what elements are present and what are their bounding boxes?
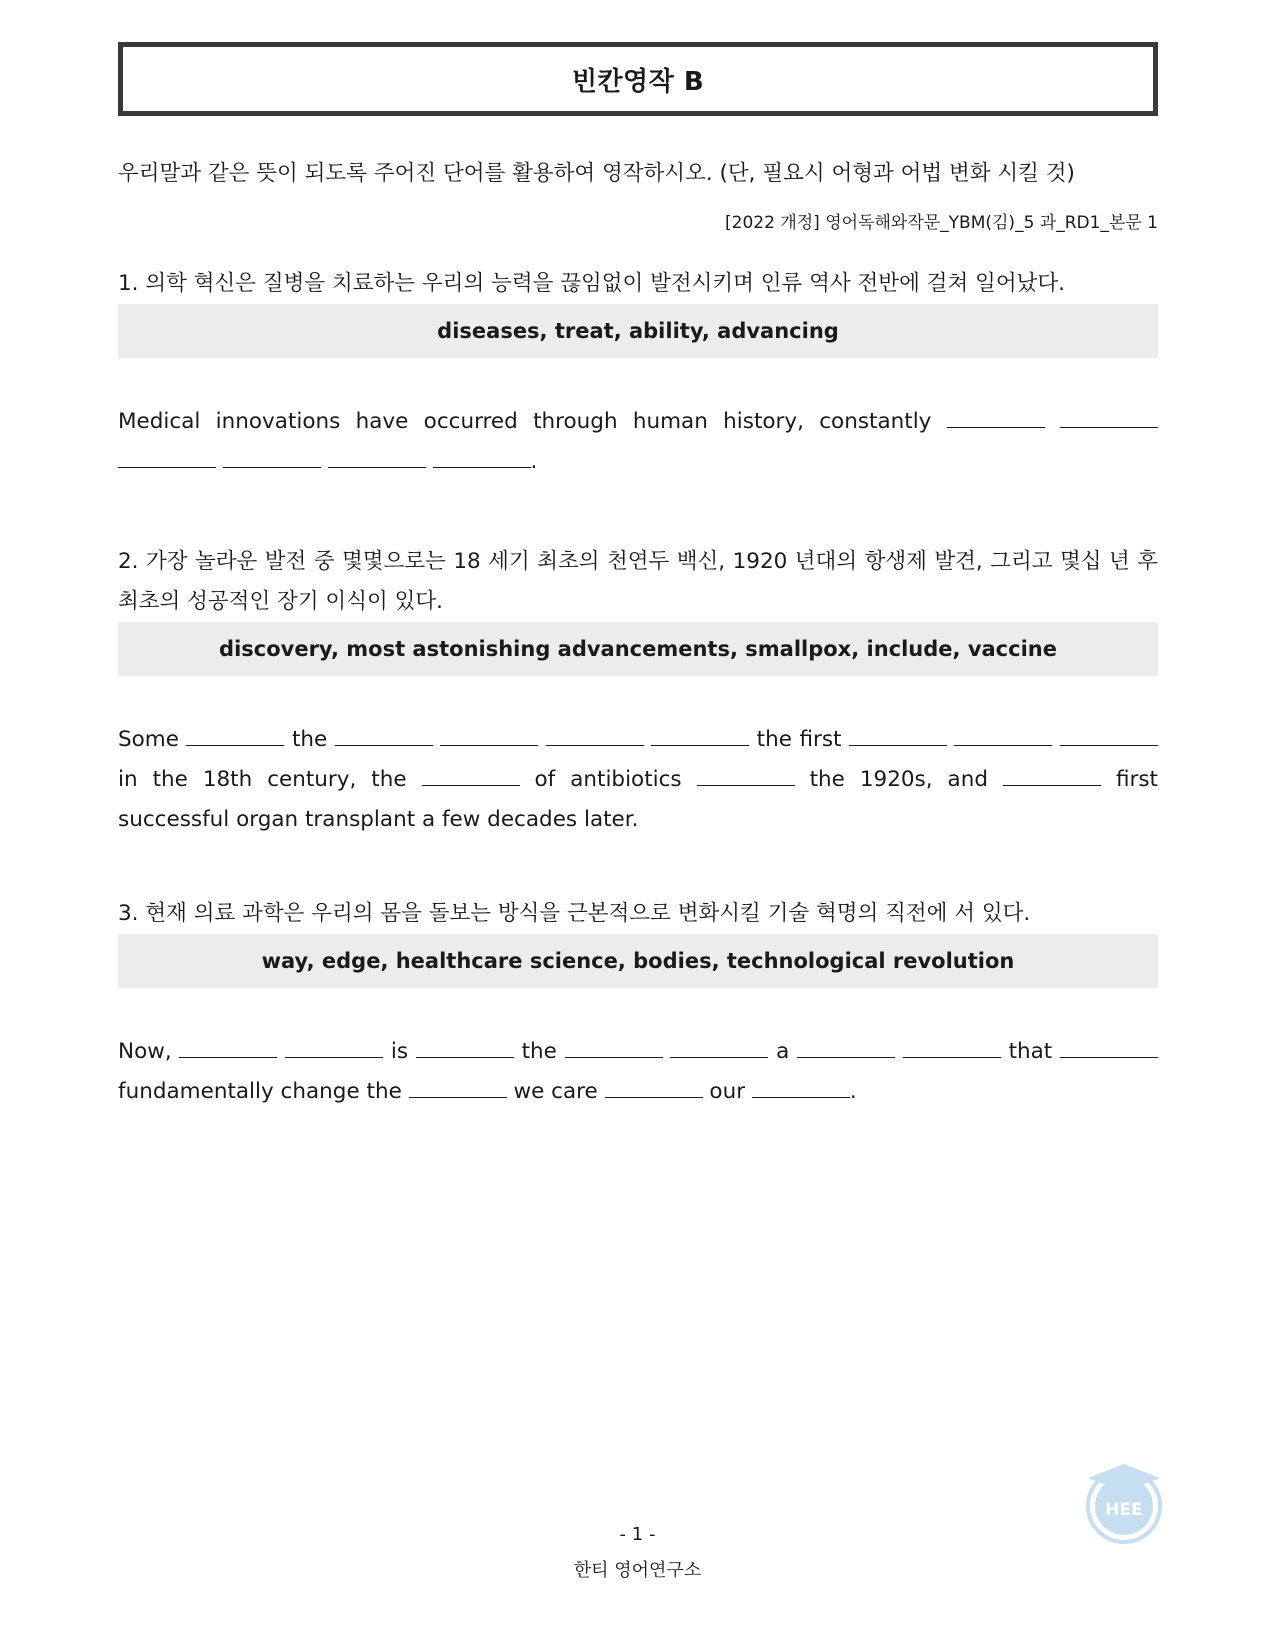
answer-text: Medical innovations have occurred through human history, constantly	[118, 409, 932, 434]
question-2-answer	[118, 720, 1158, 840]
answer-text: a	[776, 1039, 790, 1064]
answer-blank[interactable]	[1060, 405, 1158, 428]
answer-text: in the 18th century, the	[118, 767, 407, 792]
question-3-hint: way, edge, healthcare science, bodies, technological revolution	[261, 949, 1015, 973]
instruction-text: 우리말과 같은 뜻이 되도록 주어진 단어를 활용하여 영작하시오. (단, 필요시 어형과 어법 변화 시킬 것)	[118, 161, 1075, 186]
answer-text: the	[521, 1039, 557, 1064]
answer-blank[interactable]	[422, 763, 520, 786]
question-3	[118, 894, 1158, 1112]
answer-blank[interactable]	[849, 723, 947, 746]
answer-blank[interactable]	[1060, 1035, 1158, 1058]
answer-text: the first	[756, 727, 842, 752]
answer-text: that	[1008, 1039, 1053, 1064]
answer-text: we care	[513, 1079, 598, 1104]
answer-blank[interactable]	[697, 763, 795, 786]
answer-blank[interactable]	[954, 723, 1052, 746]
answer-blank[interactable]	[223, 445, 321, 468]
answer-blank[interactable]	[433, 445, 531, 468]
answer-blank[interactable]	[409, 1075, 507, 1098]
answer-text: of antibiotics	[534, 767, 682, 792]
answer-text: Now,	[118, 1039, 172, 1064]
question-3-korean: 3. 현재 의료 과학은 우리의 몸을 돌보는 방식을 근본적으로 변화시킬 기술 혁명의 직전에 서 있다.	[118, 901, 1031, 926]
question-3-hint-box	[118, 934, 1158, 988]
answer-blank[interactable]	[1003, 763, 1101, 786]
answer-blank[interactable]	[605, 1075, 703, 1098]
answer-text: .	[849, 1079, 857, 1104]
source-reference: [2022 개정] 영어독해와작문_YBM(김)_5 과_RD1_본문 1	[725, 212, 1158, 233]
question-2	[118, 542, 1158, 840]
title-box	[118, 42, 1158, 116]
question-3-answer	[118, 1032, 1158, 1112]
answer-blank[interactable]	[285, 1035, 383, 1058]
logo-text: HEE	[1105, 1500, 1143, 1520]
answer-blank[interactable]	[186, 723, 284, 746]
page-number: - 1 -	[619, 1524, 656, 1545]
answer-blank[interactable]	[903, 1035, 1001, 1058]
answer-blank[interactable]	[797, 1035, 895, 1058]
question-2-hint: discovery, most astonishing advancements, smallpox, include, vaccine	[219, 637, 1057, 661]
answer-blank[interactable]	[335, 723, 433, 746]
answer-blank[interactable]	[118, 445, 216, 468]
answer-text: first successful organ transplant a few decades later.	[118, 767, 1158, 832]
answer-blank[interactable]	[565, 1035, 663, 1058]
answer-text: .	[530, 449, 538, 474]
answer-text: Some	[118, 727, 179, 752]
answer-text: our	[709, 1079, 746, 1104]
answer-blank[interactable]	[546, 723, 644, 746]
question-1-hint-box	[118, 304, 1158, 358]
question-1-hint: diseases, treat, ability, advancing	[437, 319, 839, 343]
answer-blank[interactable]	[179, 1035, 277, 1058]
question-2-korean: 2. 가장 놀라운 발전 중 몇몇으로는 18 세기 최초의 천연두 백신, 1920 년대의 항생제 발견, 그리고 몇십 년 후 최초의 성공적인 장기 이식이 있다.	[118, 549, 1158, 614]
organization-name: 한티 영어연구소	[573, 1560, 702, 1581]
answer-text: the	[291, 727, 328, 752]
answer-blank[interactable]	[328, 445, 426, 468]
answer-text: is	[390, 1039, 409, 1064]
answer-blank[interactable]	[752, 1075, 850, 1098]
worksheet-page	[118, 42, 1158, 1104]
question-1-answer	[118, 402, 1158, 482]
question-1-korean: 1. 의학 혁신은 질병을 치료하는 우리의 능력을 끊임없이 발전시키며 인류 역사 전반에 걸쳐 일어났다.	[118, 271, 1065, 296]
answer-blank[interactable]	[416, 1035, 514, 1058]
question-2-hint-box	[118, 622, 1158, 676]
answer-blank[interactable]	[1060, 723, 1158, 746]
answer-blank[interactable]	[440, 723, 538, 746]
page-title: 빈칸영작 B	[571, 66, 705, 97]
answer-text: fundamentally change the	[118, 1079, 402, 1104]
answer-text: the 1920s, and	[809, 767, 988, 792]
answer-blank[interactable]	[651, 723, 749, 746]
answer-blank[interactable]	[670, 1035, 768, 1058]
answer-blank[interactable]	[947, 405, 1045, 428]
question-1	[118, 264, 1158, 482]
